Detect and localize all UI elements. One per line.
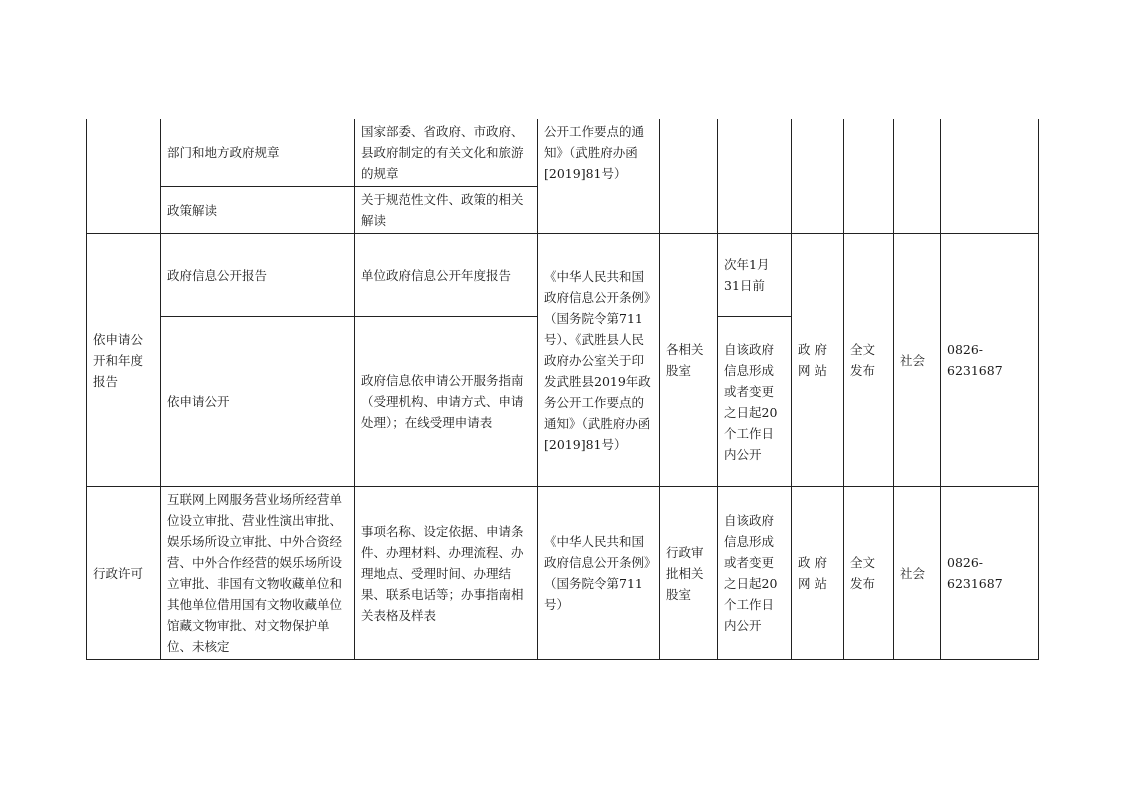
form-cell: 全文 发布 bbox=[844, 487, 894, 660]
category-cell: 依申请公开和年度报告 bbox=[87, 234, 161, 487]
content-cell: 单位政府信息公开年度报告 bbox=[355, 234, 538, 317]
content-cell: 关于规范性文件、政策的相关解读 bbox=[355, 187, 538, 234]
department-cell: 行政审批相关股室 bbox=[660, 487, 718, 660]
content-cell: 国家部委、省政府、市政府、县政府制定的有关文化和旅游的规章 bbox=[355, 119, 538, 187]
scope-cell bbox=[894, 119, 941, 234]
item-cell: 政府信息公开报告 bbox=[161, 234, 355, 317]
category-cell: 行政许可 bbox=[87, 487, 161, 660]
table-row bbox=[87, 119, 1039, 187]
basis-cell: 《中华人民共和国政府信息公开条例》（国务院令第711号） bbox=[538, 487, 660, 660]
basis-cell: 公开工作要点的通知》（武胜府办函[2019]81号） bbox=[538, 119, 660, 234]
department-cell bbox=[660, 119, 718, 234]
phone-cell: 0826-6231687 bbox=[941, 487, 1039, 660]
table-row bbox=[87, 487, 1039, 660]
form-cell: 全文 发布 bbox=[844, 234, 894, 487]
channel-cell: 政 府 网 站 bbox=[792, 234, 844, 487]
item-cell: 互联网上网服务营业场所经营单位设立审批、营业性演出审批、娱乐场所设立审批、中外合资经营、中外合作经营的娱乐场所设立审批、非国有文物收藏单位和其他单位借用国有文物收藏单位馆藏文物审批、对文物保护单位、未核定 bbox=[161, 487, 355, 660]
table-row bbox=[87, 234, 1039, 317]
content-cell: 政府信息依申请公开服务指南（受理机构、申请方式、申请处理）；在线受理申请表 bbox=[355, 317, 538, 487]
channel-cell bbox=[792, 119, 844, 234]
category-cell bbox=[87, 119, 161, 234]
time-cell: 自该政府信息形成或者变更之日起20个工作日内公开 bbox=[718, 487, 792, 660]
item-cell: 部门和地方政府规章 bbox=[161, 119, 355, 187]
department-cell: 各相关股室 bbox=[660, 234, 718, 487]
phone-cell: 0826-6231687 bbox=[941, 234, 1039, 487]
content-cell: 事项名称、设定依据、申请条件、办理材料、办理流程、办理地点、受理时间、办理结果、联系电话等；办事指南相关表格及样表 bbox=[355, 487, 538, 660]
item-cell: 依申请公开 bbox=[161, 317, 355, 487]
scope-cell: 社会 bbox=[894, 487, 941, 660]
time-cell: 次年1月31日前 bbox=[718, 234, 792, 317]
scope-cell: 社会 bbox=[894, 234, 941, 487]
disclosure-catalog-table bbox=[86, 119, 1039, 660]
time-cell: 自该政府信息形成或者变更之日起20个工作日内公开 bbox=[718, 317, 792, 487]
form-cell bbox=[844, 119, 894, 234]
item-cell: 政策解读 bbox=[161, 187, 355, 234]
phone-cell bbox=[941, 119, 1039, 234]
basis-cell: 《中华人民共和国政府信息公开条例》（国务院令第711号）、《武胜县人民政府办公室关于印发武胜县2019年政务公开工作要点的通知》（武胜府办函[2019]81号） bbox=[538, 234, 660, 487]
channel-cell: 政 府 网 站 bbox=[792, 487, 844, 660]
time-cell bbox=[718, 119, 792, 234]
